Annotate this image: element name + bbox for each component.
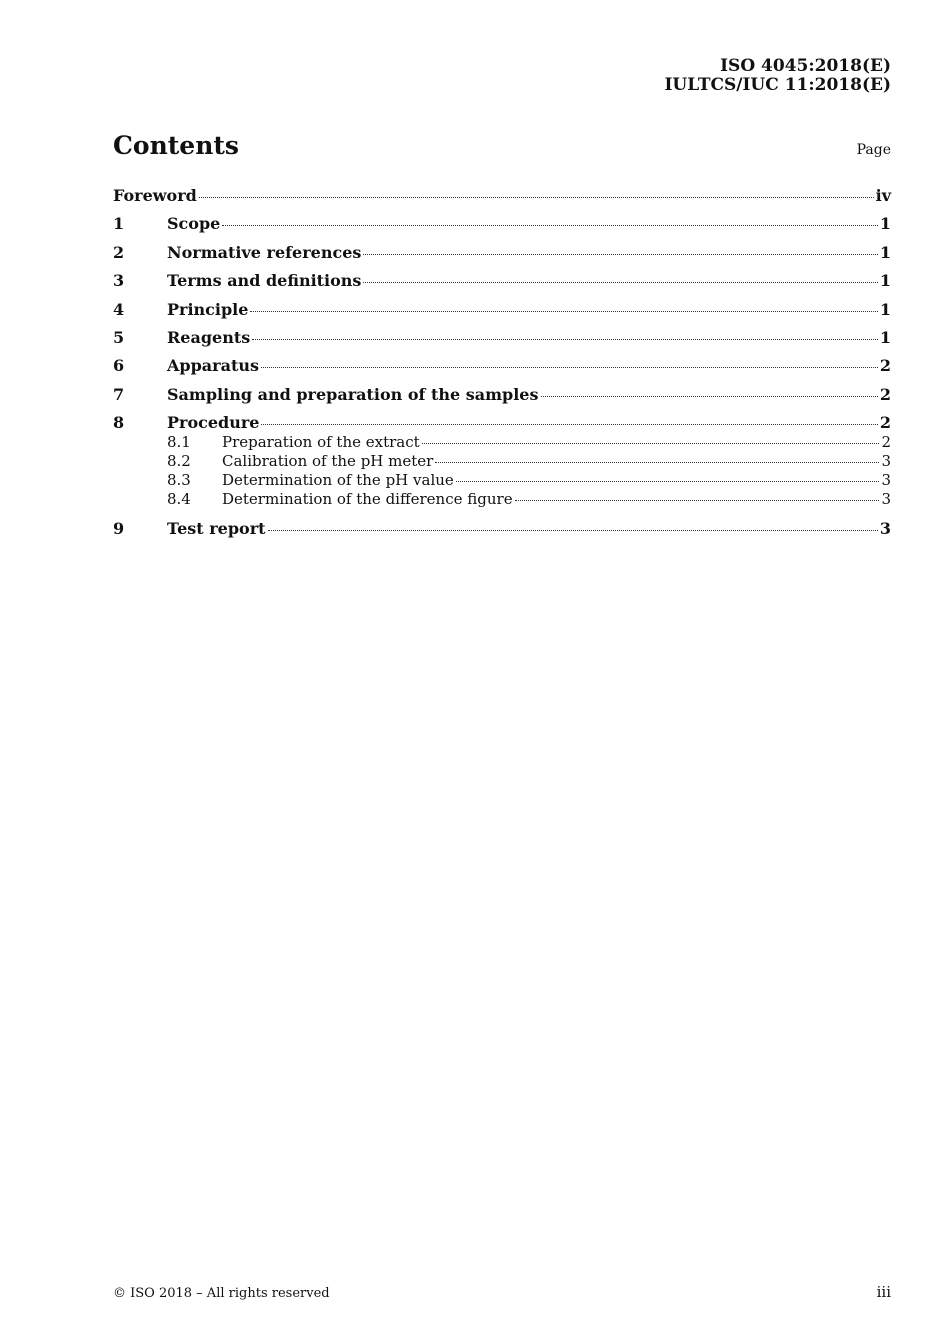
toc-entry-number: 3 xyxy=(113,271,125,291)
toc-entry-title: Apparatus xyxy=(167,356,259,376)
toc-entry-number: 8.2 xyxy=(167,451,191,470)
toc-entry-title: Foreword xyxy=(113,186,197,205)
page-column-label: Page xyxy=(856,142,891,158)
toc-subentry-calibration-ph-meter[interactable] xyxy=(113,452,891,471)
toc-entry-page: iv xyxy=(875,186,891,205)
toc-entry-title: Preparation of the extract xyxy=(222,432,420,451)
table-of-contents xyxy=(113,186,891,547)
toc-entry-number: 7 xyxy=(113,384,125,404)
dot-leader xyxy=(456,481,880,482)
dot-leader xyxy=(250,311,877,312)
toc-entry-title: Test report xyxy=(167,518,266,538)
toc-entry-page: 2 xyxy=(879,384,891,404)
toc-entry-terms-and-definitions[interactable] xyxy=(113,271,891,299)
dot-leader xyxy=(252,339,878,340)
toc-subentry-preparation-of-extract[interactable] xyxy=(113,433,891,452)
document-header xyxy=(664,57,891,95)
toc-entry-title: Sampling and preparation of the samples xyxy=(167,384,539,404)
toc-entry-page: 3 xyxy=(881,471,891,490)
toc-entry-title: Reagents xyxy=(167,327,251,347)
toc-entry-reagents[interactable] xyxy=(113,328,891,356)
toc-entry-scope[interactable] xyxy=(113,214,891,242)
toc-entry-foreword[interactable] xyxy=(113,186,891,214)
toc-entry-page: 1 xyxy=(879,327,891,347)
toc-entry-page: 2 xyxy=(879,356,891,376)
toc-entry-page: 1 xyxy=(879,242,891,262)
dot-leader xyxy=(515,500,880,501)
iultcs-number: IULTCS/IUC 11:2018(E) xyxy=(664,75,891,95)
dot-leader xyxy=(363,254,877,255)
dot-leader xyxy=(222,225,878,226)
toc-entry-normative-references[interactable] xyxy=(113,243,891,271)
contents-heading: Contents xyxy=(113,131,240,160)
toc-entry-number: 2 xyxy=(113,242,125,262)
toc-entry-number: 9 xyxy=(113,518,125,538)
dot-leader xyxy=(422,443,880,444)
toc-entry-title: Procedure xyxy=(167,413,260,433)
toc-entry-number: 4 xyxy=(113,299,125,319)
toc-entry-page: 2 xyxy=(881,432,891,451)
toc-entry-page: 3 xyxy=(881,451,891,470)
standard-number: ISO 4045:2018(E) xyxy=(720,56,891,76)
dot-leader xyxy=(435,462,879,463)
toc-entry-number: 8.1 xyxy=(167,432,191,451)
toc-entry-title: Terms and definitions xyxy=(167,271,362,291)
toc-subentry-determination-ph-value[interactable] xyxy=(113,471,891,490)
dot-leader xyxy=(268,530,878,531)
dot-leader xyxy=(261,367,878,368)
toc-entry-page: 3 xyxy=(879,518,891,538)
toc-entry-sampling[interactable] xyxy=(113,385,891,413)
dot-leader xyxy=(199,197,874,198)
toc-entry-number: 8 xyxy=(113,413,125,433)
toc-entry-title: Principle xyxy=(167,299,249,319)
dot-leader xyxy=(541,396,878,397)
toc-entry-apparatus[interactable] xyxy=(113,356,891,384)
dot-leader xyxy=(261,424,877,425)
toc-entry-page: 1 xyxy=(879,299,891,319)
toc-entry-number: 5 xyxy=(113,327,125,347)
toc-entry-number: 8.4 xyxy=(167,490,191,509)
dot-leader xyxy=(363,282,877,283)
toc-entry-page: 2 xyxy=(879,413,891,433)
copyright-notice: © ISO 2018 – All rights reserved xyxy=(113,1286,330,1301)
toc-subentry-determination-difference-figure[interactable] xyxy=(113,490,891,509)
toc-entry-title: Scope xyxy=(167,214,221,234)
toc-entry-number: 8.3 xyxy=(167,471,191,490)
toc-entry-principle[interactable] xyxy=(113,300,891,328)
toc-entry-number: 1 xyxy=(113,214,125,234)
toc-entry-number: 6 xyxy=(113,356,125,376)
toc-entry-page: 1 xyxy=(879,214,891,234)
toc-entry-title: Determination of the pH value xyxy=(222,471,454,490)
toc-entry-page: 3 xyxy=(881,490,891,509)
toc-entry-title: Normative references xyxy=(167,242,362,262)
toc-entry-title: Calibration of the pH meter xyxy=(222,451,434,470)
toc-entry-title: Determination of the difference figure xyxy=(222,490,513,509)
toc-entry-page: 1 xyxy=(879,271,891,291)
toc-entry-test-report[interactable] xyxy=(113,519,891,547)
page-number: iii xyxy=(876,1283,891,1301)
